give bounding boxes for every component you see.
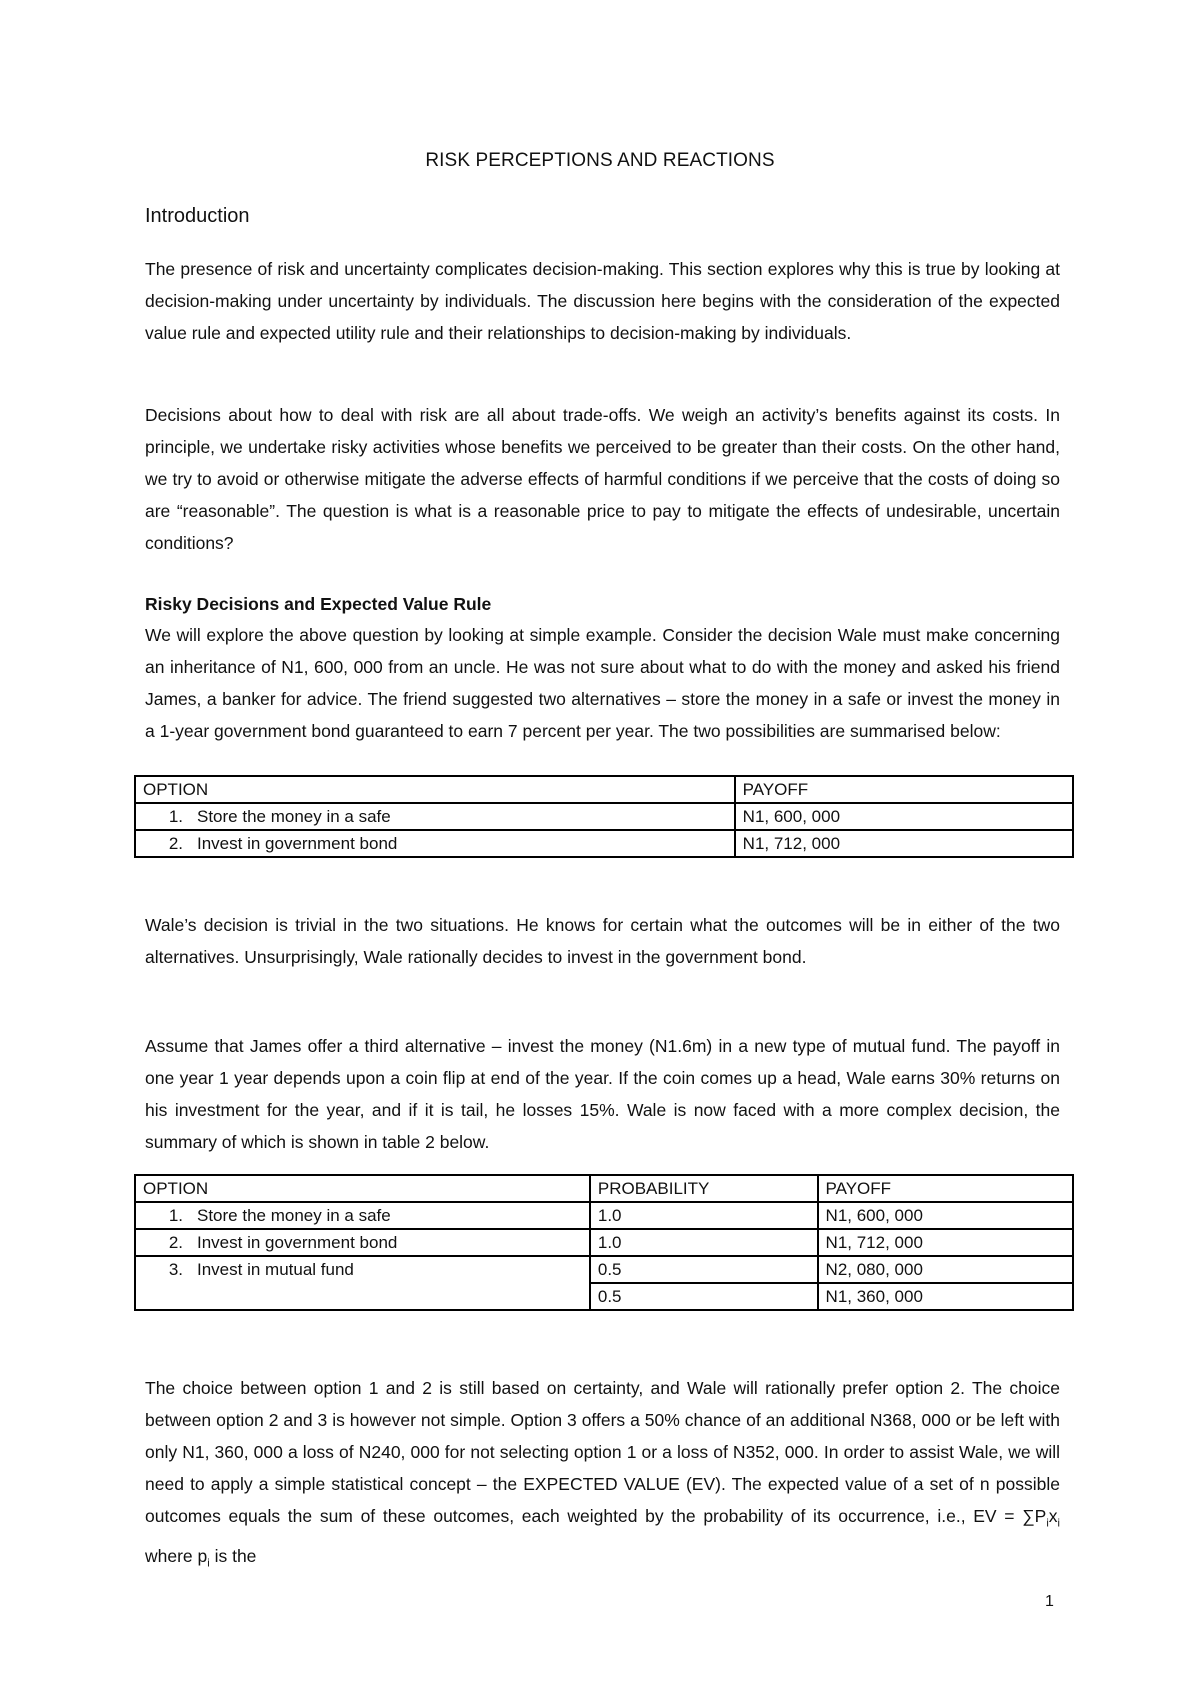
section-heading: Risky Decisions and Expected Value Rule bbox=[145, 594, 492, 614]
table-header-row bbox=[135, 776, 1073, 803]
table-row bbox=[135, 1229, 1073, 1256]
section-paragraph-4 bbox=[145, 1372, 1060, 1579]
option-label: Invest in government bond bbox=[197, 834, 398, 853]
option-cell bbox=[135, 803, 735, 830]
option-label: Store the money in a safe bbox=[197, 807, 391, 826]
option-number: 3. bbox=[168, 1260, 183, 1279]
paragraph-text: The choice between option 1 and 2 is still based on certainty, and Wale will rationally prefer option 2. The choice between option 2 and 3 is however not simple. Option 3 offers a 50% chance of an additional N368, 000 or be left with only N1, 360, 000 a loss of N240, 000 for not selecting option 1 or a loss of N352, 000. In order to assist Wale, we will need to apply a simple statistical concept – the EXPECTED VALUE (EV). The expected value of a set of n possible outcomes equals the sum of these outcomes, each weighted by the probability of its occurrence, i.e., EV = ∑P bbox=[145, 1378, 1060, 1526]
table-header-cell: OPTION bbox=[135, 776, 735, 803]
table-header-row bbox=[135, 1175, 1073, 1202]
payoff-cell: N1, 360, 000 bbox=[818, 1283, 1073, 1310]
probability-cell: 0.5 bbox=[590, 1283, 818, 1310]
payoff-cell: N1, 600, 000 bbox=[735, 803, 1073, 830]
probability-cell: 1.0 bbox=[590, 1229, 818, 1256]
intro-paragraph-2: Decisions about how to deal with risk are all about trade-offs. We weigh an activity’s benefits against its costs. In principle, we undertake risky activities whose benefits we perceived to be greater than their costs. On the other hand, we try to avoid or otherwise mitigate the adverse effects of harmful conditions if we perceive that the costs of doing so are “reasonable”. The question is what is a reasonable price to pay to mitigate the effects of undesirable, uncertain conditions? bbox=[145, 405, 1060, 553]
option-cell bbox=[135, 1256, 590, 1310]
option-number: 2. bbox=[168, 834, 183, 853]
option-label: Store the money in a safe bbox=[197, 1206, 391, 1225]
table-header-cell: OPTION bbox=[135, 1175, 590, 1202]
option-cell bbox=[135, 1202, 590, 1229]
payoff-cell: N2, 080, 000 bbox=[818, 1256, 1073, 1283]
paragraph-text: where p bbox=[145, 1545, 208, 1566]
option-number: 1. bbox=[168, 807, 183, 826]
section-paragraph-3: Assume that James offer a third alternative – invest the money (N1.6m) in a new type of mutual fund. The payoff in one year 1 year depends upon a coin flip at end of the year. If the coin comes up a head, Wale earns 30% returns on his investment for the year, and if it is tail, he losses 15%. Wale is now faced with a more complex decision, the summary of which is shown in table 2 below. bbox=[145, 1036, 1060, 1152]
option-number: 1. bbox=[168, 1206, 183, 1225]
table-row bbox=[135, 1202, 1073, 1229]
option-label: Invest in government bond bbox=[197, 1233, 398, 1252]
subscript-i: i bbox=[207, 1557, 210, 1569]
table-header-cell: PROBABILITY bbox=[590, 1175, 818, 1202]
options-table-2 bbox=[134, 1174, 1074, 1311]
subscript-i: i bbox=[1057, 1517, 1060, 1530]
option-label: Invest in mutual fund bbox=[197, 1260, 354, 1279]
option-cell bbox=[135, 1229, 590, 1256]
table-row bbox=[135, 803, 1073, 830]
payoff-cell: N1, 600, 000 bbox=[818, 1202, 1073, 1229]
option-cell bbox=[135, 830, 735, 857]
section-paragraph-1: We will explore the above question by looking at simple example. Consider the decision Wale must make concerning an inheritance of N1, 600, 000 from an uncle. He was not sure about what to do with the money and asked his friend James, a banker for advice. The friend suggested two alternatives – store the money in a safe or invest the money in a 1-year government bond guaranteed to earn 7 percent per year. The two possibilities are summarised below: bbox=[145, 625, 1060, 741]
paragraph-text: is the bbox=[209, 1545, 257, 1566]
subscript-i: i bbox=[1046, 1517, 1049, 1530]
section-paragraph-2: Wale’s decision is trivial in the two situations. He knows for certain what the outcomes will be in either of the two alternatives. Unsurprisingly, Wale rationally decides to invest in the government bond. bbox=[145, 915, 1060, 967]
document-title: RISK PERCEPTIONS AND REACTIONS bbox=[425, 150, 775, 171]
table-row bbox=[135, 830, 1073, 857]
introduction-heading: Introduction bbox=[145, 205, 250, 227]
option-number: 2. bbox=[168, 1233, 183, 1252]
page-number: 1 bbox=[1045, 1593, 1054, 1610]
payoff-cell: N1, 712, 000 bbox=[735, 830, 1073, 857]
probability-cell: 1.0 bbox=[590, 1202, 818, 1229]
probability-cell: 0.5 bbox=[590, 1256, 818, 1283]
table-row bbox=[135, 1256, 1073, 1283]
table-header-cell: PAYOFF bbox=[818, 1175, 1073, 1202]
table-header-cell: PAYOFF bbox=[735, 776, 1073, 803]
payoff-cell: N1, 712, 000 bbox=[818, 1229, 1073, 1256]
variable-x: x bbox=[1048, 1506, 1058, 1526]
options-table-1 bbox=[134, 775, 1074, 858]
intro-paragraph-1: The presence of risk and uncertainty complicates decision-making. This section explores why this is true by looking at decision-making under uncertainty by individuals. The discussion here begins with the consideration of the expected value rule and expected utility rule and their relationships to decision-making by individuals. bbox=[145, 259, 1060, 343]
